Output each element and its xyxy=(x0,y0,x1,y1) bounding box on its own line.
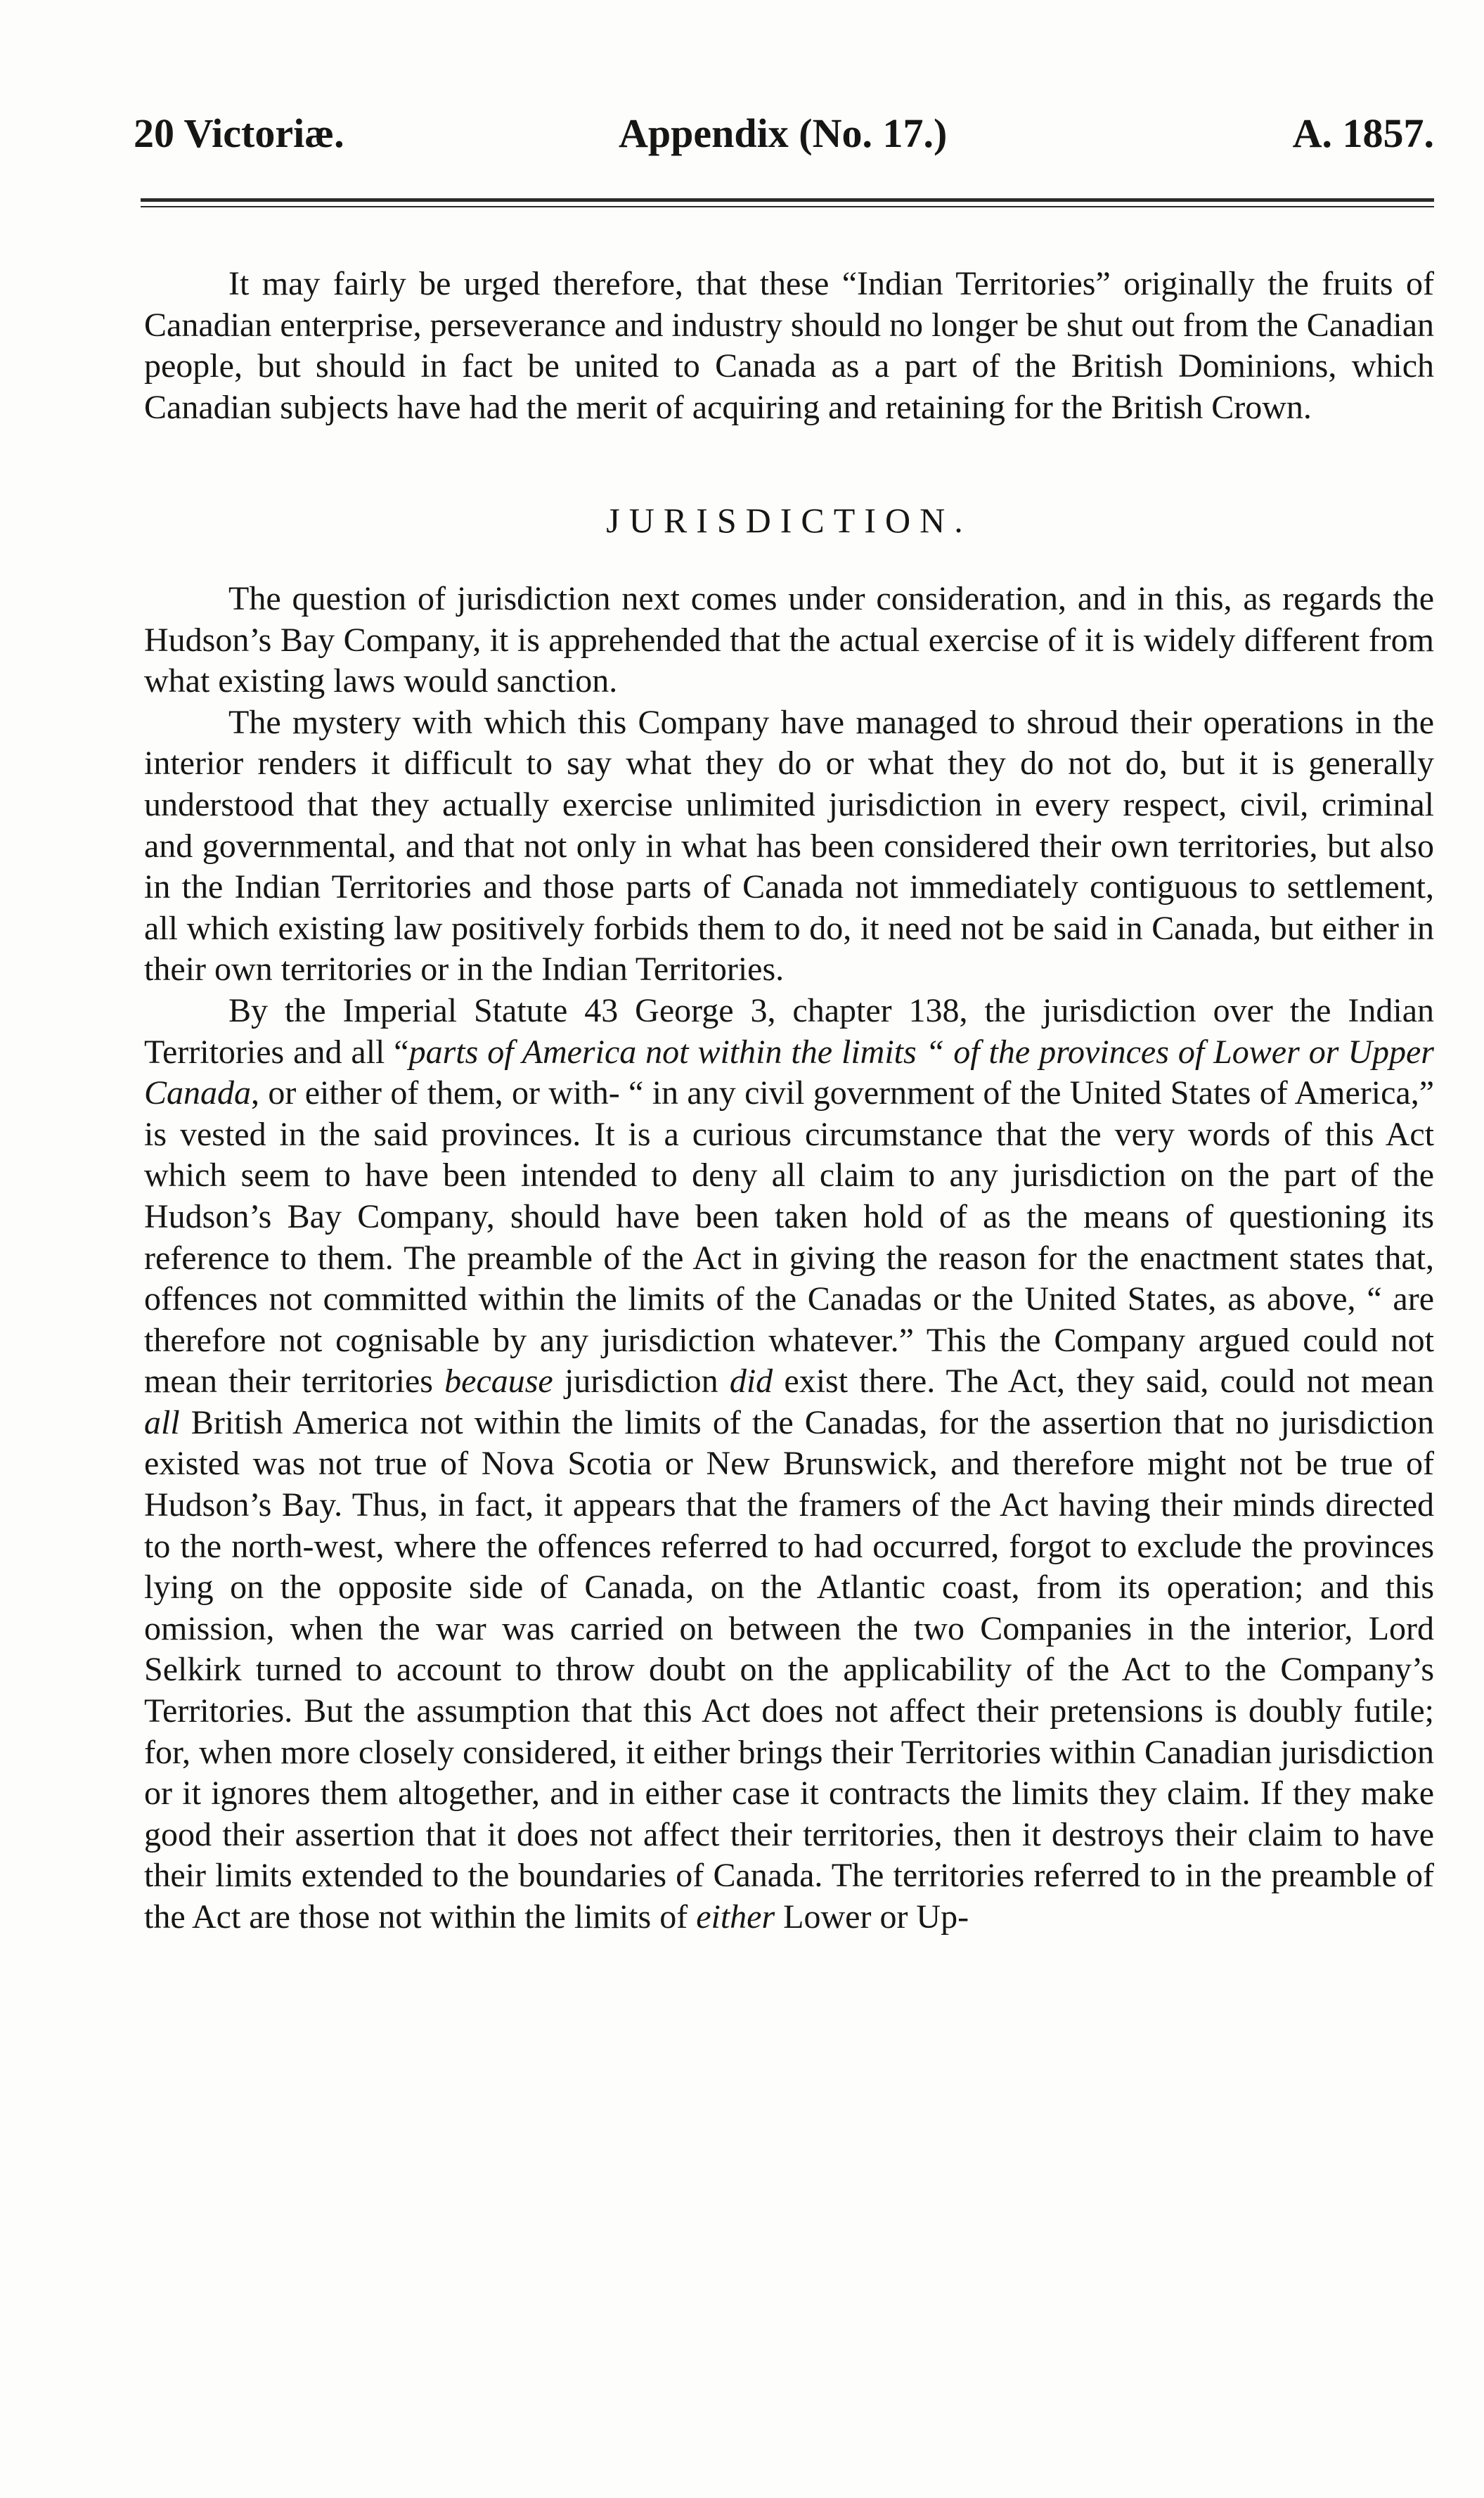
statute-text-5: British America not within the limits of the Canadas, for the assertion that no jurisdiction existed was not true of Nova Scotia or New Brunswick, and therefore might not be true of Hudson’s Bay. Thus, in fact, it appears that the framers of the Act having their minds directed to the north-west, where the offences referred to had occurred, forgot to exclude the provinces lying on the opposite side of Canada, on the Atlantic coast, from its operation; and this omission, when the war was carried on between the two Companies in the interior, Lord Selkirk turned to account to throw doubt on the applicability of the Act to the Company’s Territories. But the assumption that this Act does not affect their pretensions is doubly futile; for, when more closely considered, it either brings their Territories within Canadian jurisdiction or it ignores them altogether, and in either case it contracts the limits they claim. If they make good their assertion that it does not affect their territories, then it destroys their claim to have their limits extended to the boundaries of Canada. The territories referred to in the preamble of the Act are those not within the limits of xyxy=(144,1403,1434,1936)
running-header xyxy=(134,102,1434,165)
opening-text-block xyxy=(144,264,1434,428)
statute-text-6: Lower or Up- xyxy=(775,1898,969,1936)
header-rule-thick xyxy=(141,198,1434,202)
paragraph-question-of-jurisdiction: The question of jurisdiction next comes under consideration, and in this, as regards the Hudson’s Bay Company, it is apprehended that the actual exercise of it is widely different from what existing laws would sanction. xyxy=(144,580,1434,700)
statute-italic-because: because xyxy=(444,1363,553,1401)
jurisdiction-text-block xyxy=(144,579,1434,1938)
statute-italic-either: either xyxy=(696,1898,775,1936)
statute-italic-all: all xyxy=(144,1403,180,1441)
paragraph-mystery: The mystery with which this Company have managed to shroud their operations in the interior renders it difficult to say what they do or what they do not do, but it is generally understood that they actually exercise unlimited jurisdiction in every respect, civil, criminal and governmental, and that not only in what has been considered their own territories, but also in the Indian Territories and those parts of Canada not immediately contiguous to settlement, all which existing law positively forbids them to do, it need not be said in Canada, but either in their own territories or in the Indian Territories. xyxy=(144,703,1434,989)
header-rule-thin xyxy=(141,206,1434,207)
paragraph-imperial-statute xyxy=(144,991,1434,1938)
statute-text-2: , or either of them, or with- “ in any civil government of the United States of America,” is vested in the said provinces. It is a curious circumstance that the very words of this Act which seem to have been intended to deny all claim to any jurisdiction on the part of the Hudson’s Bay Company, should have been taken hold of as the means of questioning its reference to them. The preamble of the Act in giving the reason for the enactment states that, offences not committed within the limits of the Canadas or the United States, as above, “ are therefore not cognisable by any jurisdiction whatever.” This the Company argued could not mean their territories xyxy=(144,1074,1434,1401)
statute-italic-quote: parts of America not within the limits “ of the provinces of Lower or Upper Canada xyxy=(144,1033,1434,1112)
header-session: 20 Victoriæ. xyxy=(134,110,344,156)
header-year: A. 1857. xyxy=(1292,110,1434,156)
paragraph-indian-territories: It may fairly be urged therefore, that these “Indian Territories” originally the fruits of Canadian enterprise, perseverance and industry should no longer be shut out from the Canadian people, but should in fact be united to Canada as a part of the British Dominions, which Canadian subjects have had the merit of acquiring and retaining for the British Crown. xyxy=(144,265,1434,426)
statute-italic-did: did xyxy=(729,1363,773,1401)
section-heading: JURISDICTION. xyxy=(606,501,972,540)
statute-text-1: By the Imperial Statute 43 George 3, chapter 138, the jurisdiction over the Indian Territories and all “ xyxy=(144,991,1434,1071)
statute-text-4: exist there. The Act, they said, could not mean xyxy=(773,1363,1434,1401)
statute-text-3: jurisdiction xyxy=(553,1363,730,1401)
header-appendix: Appendix (No. 17.) xyxy=(619,110,948,156)
